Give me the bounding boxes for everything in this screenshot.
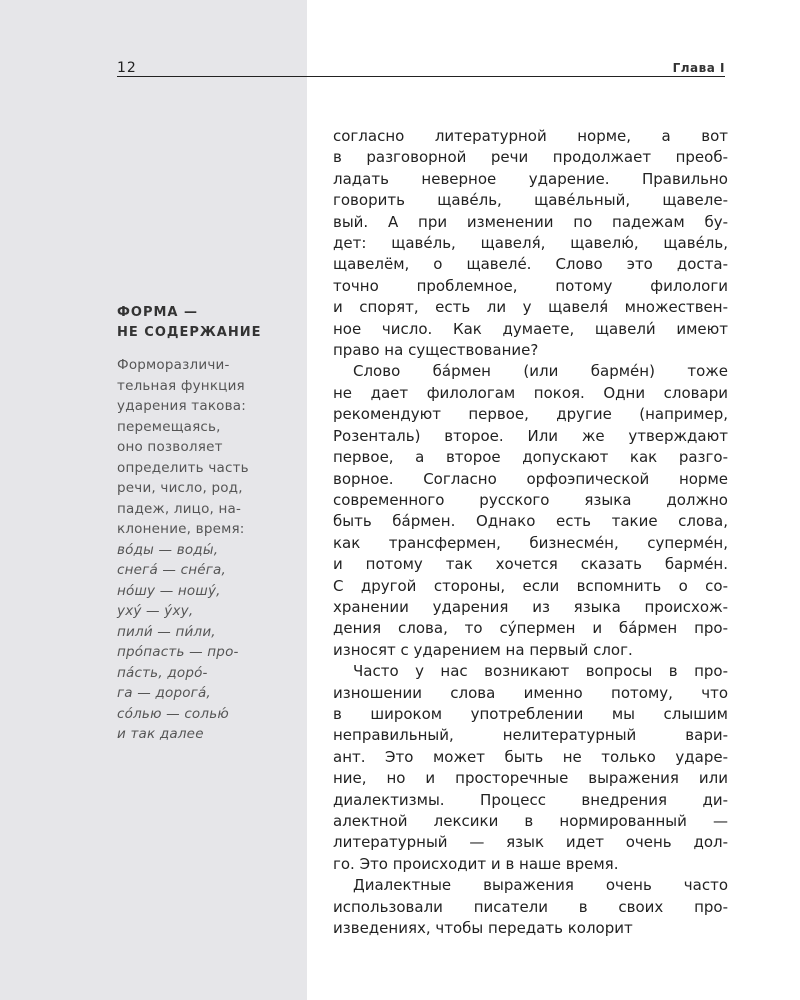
body-text-line: говорить щаве́ль, щаве́льный, щавеле-	[333, 191, 728, 210]
body-text-line: хранении ударения из языка происхож-	[333, 597, 728, 616]
side-note-example: и так далее	[117, 726, 204, 742]
body-text-line: и спорят, есть ли у щавеля́ множествен-	[333, 298, 728, 317]
side-note-example: со́лью — солью́	[117, 705, 229, 722]
body-text-line: первое, а второе допускают как разго-	[333, 448, 728, 467]
side-note-body	[117, 355, 287, 745]
side-note-line: оно позволяет	[117, 439, 223, 455]
side-note-line: ударения такова:	[117, 398, 247, 414]
body-text-line: Розенталь) второе. Или же утверждают	[333, 426, 728, 445]
body-text-line: Часто у нас возникают вопросы в про-	[353, 662, 728, 681]
body-text-line: ладать неверное ударение. Правильно	[333, 169, 728, 188]
page-number: 12	[117, 60, 137, 76]
body-text-line: точно проблемное, потому филологи	[333, 276, 728, 295]
body-text-line: дения слова, то су́пермен и ба́рмен про-	[333, 619, 728, 638]
body-text-line: изведениях, чтобы передать колорит	[333, 919, 633, 938]
body-text-line: диалектизмы. Процесс внедрения ди-	[333, 790, 728, 809]
body-text-line: не дает филологам покоя. Одни словари	[333, 383, 728, 402]
side-note-example: па́сть, доро́-	[117, 664, 208, 681]
body-text-line: вый. А при изменении по падежам бу-	[333, 212, 728, 231]
side-note-example: га — дорога́,	[117, 685, 211, 701]
side-note-line: падеж, лицо, на-	[117, 500, 242, 517]
body-text-line: неправильный, нелитературный вари-	[333, 726, 728, 745]
side-note-title-line: ФОРМА —	[117, 305, 198, 320]
main-text-column	[333, 126, 728, 939]
side-note-line: Форморазличи-	[117, 357, 230, 373]
side-note-line: определить часть	[117, 459, 249, 476]
body-text-line: литературный — язык идет очень дол-	[333, 833, 728, 852]
body-text-line: Диалектные выражения очень часто	[353, 876, 728, 895]
body-text-line: Слово ба́рмен (или барме́н) тоже	[353, 362, 728, 381]
body-text-line: быть ба́рмен. Однако есть такие слова,	[333, 512, 728, 531]
body-text-line: износят с ударением на первый слог.	[333, 640, 633, 659]
side-note-example: про́пасть — про-	[117, 644, 239, 660]
body-text-line: ант. Это может быть не только ударе-	[333, 747, 728, 766]
side-note-example: снега́ — сне́га,	[117, 562, 227, 578]
side-note-line: речи, число, род,	[117, 480, 243, 496]
body-text-line: ворное. Согласно орфоэпической норме	[333, 469, 728, 488]
body-text-line: ние, но и просторечные выражения или	[333, 769, 728, 788]
side-note-title	[117, 303, 287, 343]
body-text-line: в разговорной речи продолжает преоб-	[333, 148, 728, 167]
body-text-line: право на существование?	[333, 341, 539, 360]
side-note-example: но́шу — ношу́,	[117, 582, 221, 599]
side-note-example: уху́ — у́ху,	[117, 603, 194, 619]
header-rule	[117, 76, 725, 77]
body-text-line: С другой стороны, если вспомнить о со-	[333, 576, 728, 595]
body-text-line: как трансфермен, бизнесме́н, суперме́н,	[333, 533, 728, 552]
side-note-example: пили́ — пи́ли,	[117, 623, 216, 640]
side-note	[117, 303, 287, 745]
body-text-line: изношении слова именно потому, что	[333, 683, 728, 702]
side-note-example: во́ды — воды́,	[117, 541, 219, 558]
body-text-line: современного русского языка должно	[333, 490, 728, 509]
body-text-line: согласно литературной норме, а вот	[333, 127, 728, 145]
body-text-line: и потому так хочется сказать барме́н.	[333, 555, 728, 574]
side-note-line: тельная функция	[117, 377, 245, 394]
body-text-line: в широком употреблении мы слышим	[333, 704, 728, 723]
body-text-line: ное число. Как думаете, щавели́ имеют	[333, 319, 728, 338]
running-head: Глава I	[672, 61, 725, 75]
body-text-line: го. Это происходит и в наше время.	[333, 854, 619, 873]
body-text-line: алектной лексики в нормированный —	[333, 812, 728, 830]
side-note-line: клонение, время:	[117, 521, 245, 537]
body-text-line: щавелём, о щавеле́. Слово это доста-	[333, 255, 728, 274]
body-text-line: использовали писатели в своих про-	[333, 897, 728, 916]
side-note-line: перемещаясь,	[117, 418, 221, 435]
body-text-line: дет: щаве́ль, щавеля́, щавелю́, щаве́ль,	[333, 234, 728, 253]
side-note-title-line: НЕ СОДЕРЖАНИЕ	[117, 325, 262, 340]
body-text-line: рекомендуют первое, другие (например,	[333, 405, 728, 424]
